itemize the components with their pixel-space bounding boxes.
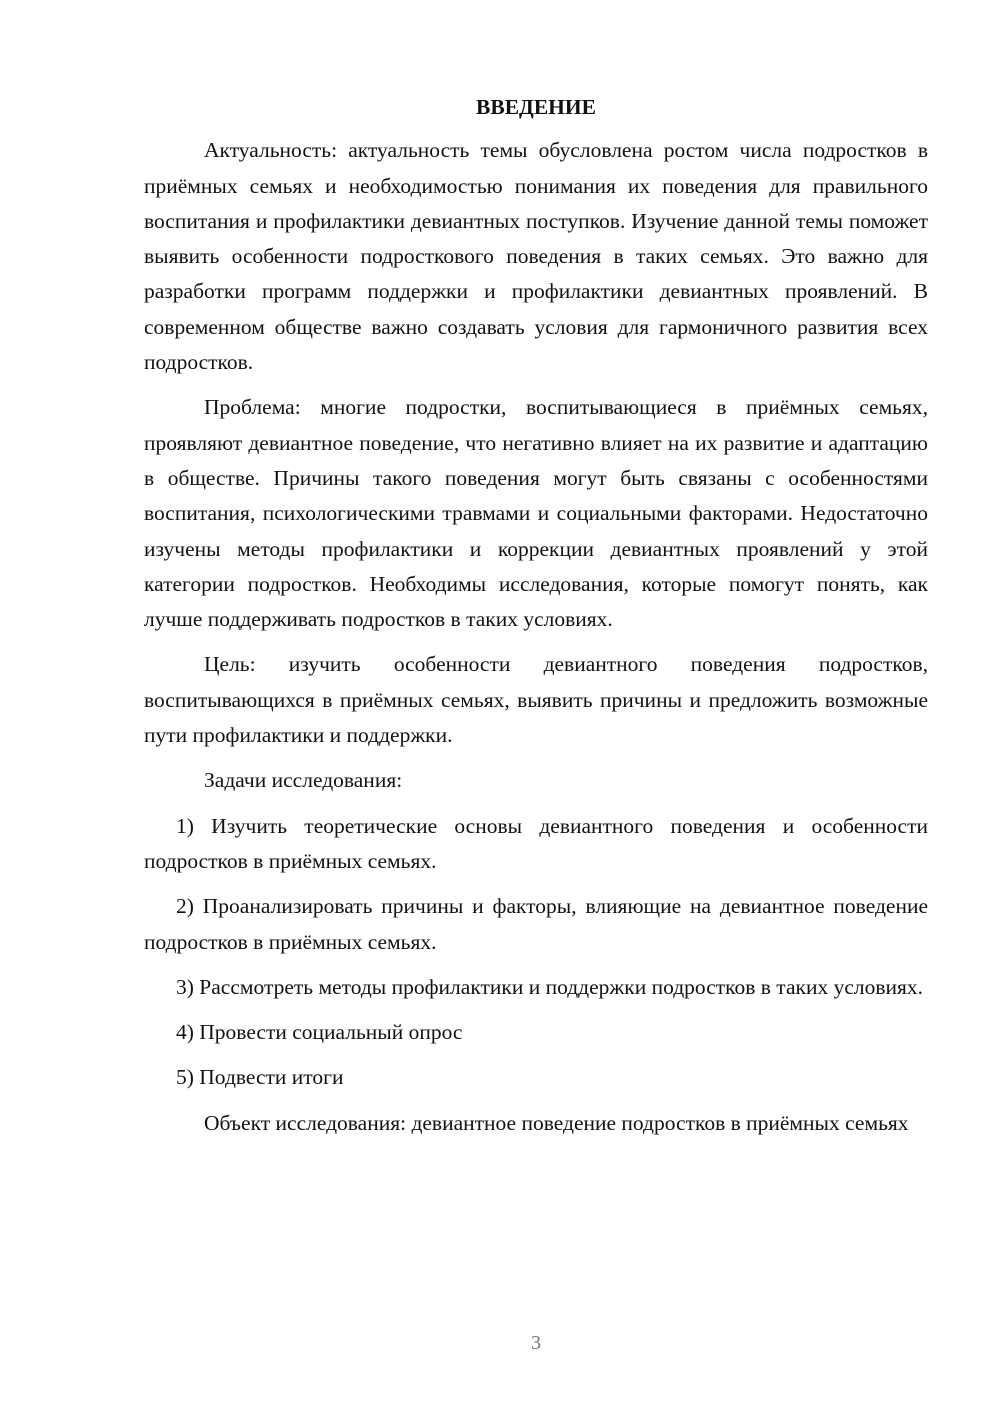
page-content xyxy=(144,90,928,1151)
tasks-heading: Задачи исследования: xyxy=(204,768,403,793)
problem-paragraph: Проблема: многие подростки, воспитывающиеся в приёмных семьях, проявляют девиантное поведение, что негативно влияет на их развитие и адаптацию в обществе. Причины такого поведения могут быть связаны с особенностями воспитания, психологическими травмами и социальными факторами. Недостаточно изучены методы профилактики и коррекции девиантных проявлений у этой категории подростков. Необходимы исследования, которые помогут понять, как лучше поддерживать подростков в таких условиях. xyxy=(144,395,928,632)
task-item-4: 4) Провести социальный опрос xyxy=(176,1020,463,1045)
task-item-3: 3) Рассмотреть методы профилактики и поддержки подростков в таких условиях. xyxy=(176,974,924,999)
task-item-5: 5) Подвести итоги xyxy=(176,1065,344,1090)
page-number: 3 xyxy=(531,1332,541,1354)
goal-paragraph: Цель: изучить особенности девиантного поведения подростков, воспитывающихся в приёмных семьях, выявить причины и предложить возможные пути профилактики и поддержки. xyxy=(144,652,928,748)
task-item-2: 2) Проанализировать причины и факторы, влияющие на девиантное поведение подростков в приёмных семьях. xyxy=(144,894,928,954)
page-title: ВВЕДЕНИЕ xyxy=(476,95,596,119)
task-item-1: 1) Изучить теоретические основы девиантного поведения и особенности подростков в приёмных семьях. xyxy=(144,813,928,873)
object-paragraph: Объект исследования: девиантное поведение подростков в приёмных семьях xyxy=(204,1110,909,1135)
relevance-paragraph: Актуальность: актуальность темы обусловлена ростом числа подростков в приёмных семьях и необходимостью понимания их поведения для правильного воспитания и профилактики девиантных поступков. Изучение данной темы поможет выявить особенности подросткового поведения в таких семьях. Это важно для разработки программ поддержки и профилактики девиантных проявлений. В современном обществе важно создавать условия для гармоничного развития всех подростков. xyxy=(144,138,928,375)
